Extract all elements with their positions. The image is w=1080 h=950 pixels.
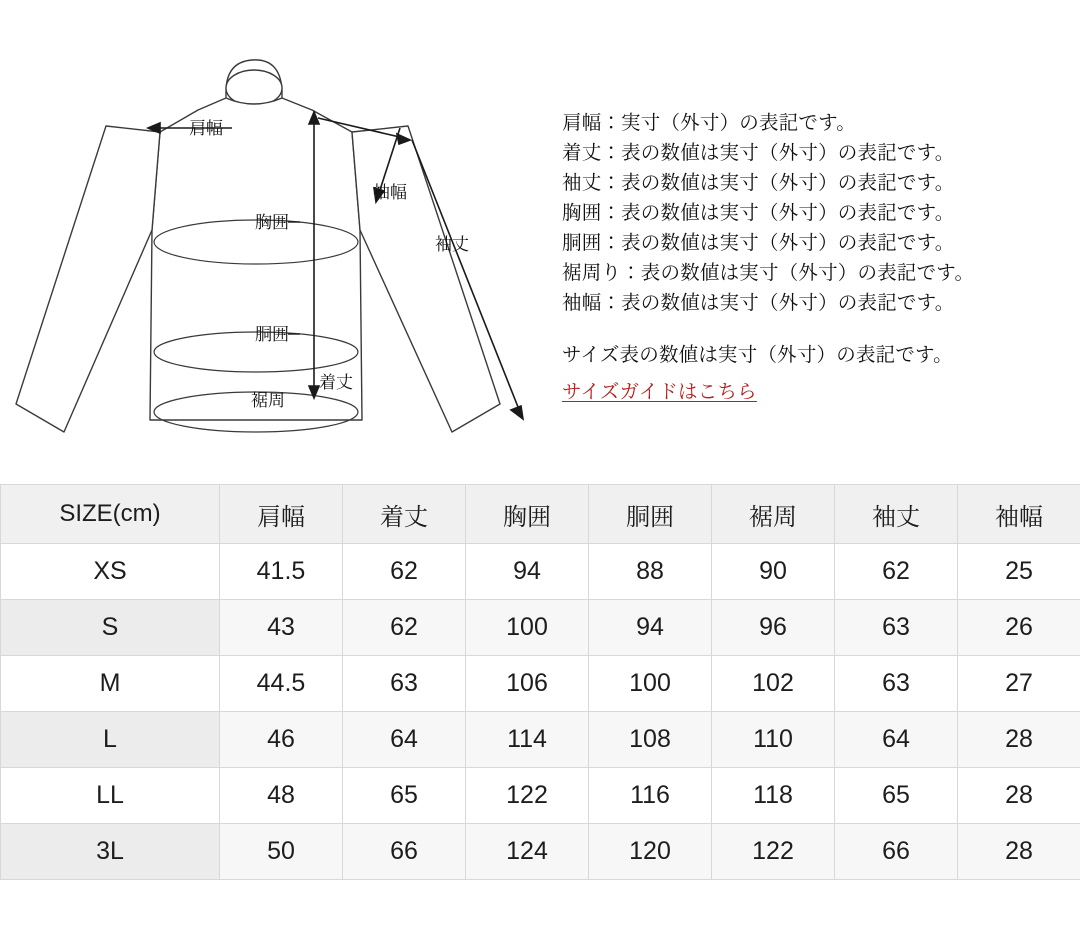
table-row <box>1 768 1080 824</box>
row-size-label: XS <box>1 544 220 600</box>
row-size-label: S <box>1 600 220 656</box>
label-shoulder: 肩幅 <box>189 119 223 138</box>
table-cell: 122 <box>466 768 589 824</box>
table-row <box>1 544 1080 600</box>
note-line: 胸囲：表の数値は実寸（外寸）の表記です。 <box>562 202 955 224</box>
row-size-label: L <box>1 712 220 768</box>
garment-diagram <box>0 0 556 484</box>
table-cell: 65 <box>343 768 466 824</box>
table-cell: 46 <box>220 712 343 768</box>
table-cell: 108 <box>589 712 712 768</box>
table-cell: 64 <box>343 712 466 768</box>
row-size-label: 3L <box>1 824 220 880</box>
note-summary: サイズ表の数値は実寸（外寸）の表記です。 <box>562 344 953 366</box>
note-line: 肩幅：実寸（外寸）の表記です。 <box>562 112 856 134</box>
table-cell: 28 <box>958 768 1080 824</box>
table-cell: 63 <box>835 656 958 712</box>
table-cell: 102 <box>712 656 835 712</box>
table-cell: 50 <box>220 824 343 880</box>
table-cell: 41.5 <box>220 544 343 600</box>
table-header-cell: 肩幅 <box>220 485 343 544</box>
table-cell: 116 <box>589 768 712 824</box>
table-cell: 62 <box>343 600 466 656</box>
label-sleeve-length: 袖丈 <box>435 235 469 254</box>
table-cell: 62 <box>343 544 466 600</box>
jacket-illustration-svg <box>0 0 556 484</box>
label-chest: 胸囲 <box>255 213 289 232</box>
table-row <box>1 712 1080 768</box>
size-guide-link[interactable]: サイズガイドはこちら <box>562 381 757 403</box>
table-cell: 100 <box>466 600 589 656</box>
table-header-cell: 裾周 <box>712 485 835 544</box>
row-size-label: LL <box>1 768 220 824</box>
table-cell: 124 <box>466 824 589 880</box>
table-cell: 43 <box>220 600 343 656</box>
table-cell: 25 <box>958 544 1080 600</box>
table-cell: 120 <box>589 824 712 880</box>
table-row <box>1 656 1080 712</box>
label-hem: 裾周 <box>251 391 285 410</box>
measurement-notes <box>562 108 1062 406</box>
table-cell: 65 <box>835 768 958 824</box>
table-cell: 106 <box>466 656 589 712</box>
note-line: 着丈：表の数値は実寸（外寸）の表記です。 <box>562 142 955 164</box>
table-header-row <box>1 485 1080 544</box>
table-cell: 28 <box>958 712 1080 768</box>
table-cell: 94 <box>589 600 712 656</box>
table-cell: 66 <box>343 824 466 880</box>
table-cell: 63 <box>343 656 466 712</box>
label-sleeve-width: 袖幅 <box>373 183 407 202</box>
table-cell: 110 <box>712 712 835 768</box>
table-cell: 64 <box>835 712 958 768</box>
table-cell: 66 <box>835 824 958 880</box>
table-cell: 26 <box>958 600 1080 656</box>
table-cell: 44.5 <box>220 656 343 712</box>
table-cell: 88 <box>589 544 712 600</box>
note-line: 袖丈：表の数値は実寸（外寸）の表記です。 <box>562 172 955 194</box>
table-cell: 96 <box>712 600 835 656</box>
note-line: 裾周り：表の数値は実寸（外寸）の表記です。 <box>562 262 975 284</box>
table-cell: 48 <box>220 768 343 824</box>
size-table <box>0 484 1080 880</box>
table-header-cell: 袖丈 <box>835 485 958 544</box>
table-cell: 122 <box>712 824 835 880</box>
note-line: 胴囲：表の数値は実寸（外寸）の表記です。 <box>562 232 955 254</box>
table-cell: 118 <box>712 768 835 824</box>
table-header-cell: 胴囲 <box>589 485 712 544</box>
table-cell: 94 <box>466 544 589 600</box>
table-header-cell: 胸囲 <box>466 485 589 544</box>
table-header-cell: 着丈 <box>343 485 466 544</box>
table-cell: 28 <box>958 824 1080 880</box>
table-header-cell: SIZE(cm) <box>1 485 220 544</box>
table-cell: 63 <box>835 600 958 656</box>
table-cell: 62 <box>835 544 958 600</box>
table-header-cell: 袖幅 <box>958 485 1080 544</box>
note-line: 袖幅：表の数値は実寸（外寸）の表記です。 <box>562 292 955 314</box>
label-waist: 胴囲 <box>255 325 289 344</box>
row-size-label: M <box>1 656 220 712</box>
table-cell: 27 <box>958 656 1080 712</box>
table-cell: 100 <box>589 656 712 712</box>
table-row <box>1 600 1080 656</box>
table-cell: 114 <box>466 712 589 768</box>
table-row <box>1 824 1080 880</box>
table-cell: 90 <box>712 544 835 600</box>
label-length: 着丈 <box>319 373 353 392</box>
